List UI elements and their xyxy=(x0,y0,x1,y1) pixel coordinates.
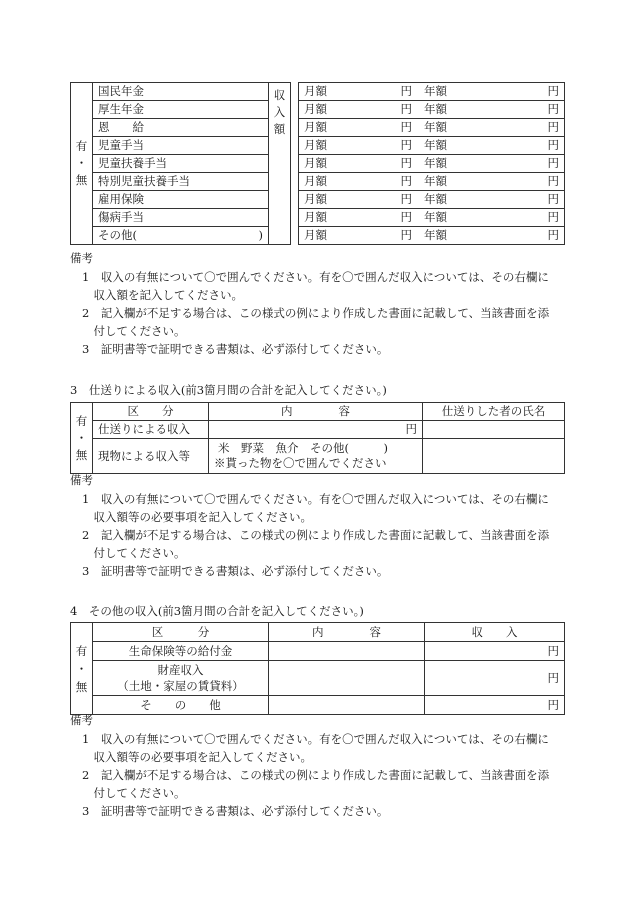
income-type-label: 恩 給 xyxy=(93,119,269,137)
amount-field[interactable]: 月額 円 年額 円 xyxy=(299,227,565,245)
amount-field[interactable]: 月額 円 年額 円 xyxy=(299,155,565,173)
amount-field[interactable]: 月額 円 年額 円 xyxy=(299,83,565,101)
life-insurance-content-field[interactable] xyxy=(269,642,425,661)
remark-line: 1 収入の有無について〇で囲んでください。有を〇で囲んだ収入については、その右欄に xyxy=(82,492,549,506)
income-type-label: 厚生年金 xyxy=(93,101,269,119)
remark-line: 収入額を記入してください。 xyxy=(82,288,243,302)
table-row xyxy=(71,101,565,119)
amount-field[interactable]: 月額 円 年額 円 xyxy=(299,119,565,137)
presence-indicator[interactable]: 有 ・ 無 xyxy=(71,403,93,474)
presence-indicator[interactable]: 有 ・ 無 xyxy=(71,623,93,715)
remark-line: 付してください。 xyxy=(82,786,186,800)
section-4-title: 4 その他の収入(前3箇月間の合計を記入してください。) xyxy=(70,604,364,618)
amount-field[interactable]: 月額 円 年額 円 xyxy=(299,137,565,155)
remarks-title-3: 備考 xyxy=(70,713,93,727)
other-amount-field[interactable]: 円 xyxy=(425,696,565,715)
table-row xyxy=(71,83,565,101)
other-income-table xyxy=(70,622,565,715)
remarks-list-1 xyxy=(82,268,567,358)
header-sender-name: 仕送りした者の氏名 xyxy=(423,403,565,421)
row-property-income-label: 財産収入 （土地・家屋の賃貸料） xyxy=(93,661,269,696)
table-row xyxy=(71,191,565,209)
remarks-title-1: 備考 xyxy=(70,251,93,265)
section-3-title: 3 仕送りによる収入(前3箇月間の合計を記入してください。) xyxy=(70,383,387,397)
income-type-label: 児童扶養手当 xyxy=(93,155,269,173)
income-type-label: 特別児童扶養手当 xyxy=(93,173,269,191)
life-insurance-amount-field[interactable]: 円 xyxy=(425,642,565,661)
presence-indicator[interactable]: 有 ・ 無 xyxy=(71,83,93,245)
remarks-title-2: 備考 xyxy=(70,473,93,487)
row-other-label: そ の 他 xyxy=(93,696,269,715)
in-kind-options[interactable]: 米 野菜 魚介 その他( ) xyxy=(218,441,388,455)
remarks-list-2 xyxy=(82,490,567,580)
remittance-income-table xyxy=(70,402,565,474)
amount-field[interactable]: 月額 円 年額 円 xyxy=(299,191,565,209)
in-kind-content-field[interactable] xyxy=(209,439,423,474)
in-kind-sender-field[interactable] xyxy=(423,439,565,474)
remark-line: 収入額等の必要事項を記入してください。 xyxy=(82,750,312,764)
remarks-list-3 xyxy=(82,730,567,820)
other-content-field[interactable] xyxy=(269,696,425,715)
table-row xyxy=(71,137,565,155)
table-row xyxy=(71,227,565,245)
income-type-label: その他( ) xyxy=(93,227,269,245)
remark-line: 1 収入の有無について〇で囲んでください。有を〇で囲んだ収入については、その右欄に xyxy=(82,732,549,746)
remark-line: 付してください。 xyxy=(82,546,186,560)
row-in-kind-label: 現物による収入等 xyxy=(93,439,209,474)
remittance-sender-field[interactable] xyxy=(423,421,565,439)
table-row xyxy=(71,209,565,227)
table-row xyxy=(71,173,565,191)
income-type-label: 児童手当 xyxy=(93,137,269,155)
header-content: 内 容 xyxy=(269,623,425,642)
table-row xyxy=(71,155,565,173)
remittance-amount-field[interactable]: 円 xyxy=(209,421,423,439)
income-type-label: 雇用保険 xyxy=(93,191,269,209)
in-kind-instruction: ※貰った物を〇で囲んでください xyxy=(214,456,387,470)
header-income: 収 入 xyxy=(425,623,565,642)
pension-income-table xyxy=(70,82,565,245)
header-category: 区 分 xyxy=(93,403,209,421)
property-income-content-field[interactable] xyxy=(269,661,425,696)
row-remittance-label: 仕送りによる収入 xyxy=(93,421,209,439)
header-category: 区 分 xyxy=(93,623,269,642)
remark-line: 3 証明書等で証明できる書類は、必ず添付してください。 xyxy=(82,564,389,578)
remark-line: 付してください。 xyxy=(82,324,186,338)
header-content: 内 容 xyxy=(209,403,423,421)
income-amount-label: 収 入 額 xyxy=(269,83,291,245)
amount-field[interactable]: 月額 円 年額 円 xyxy=(299,101,565,119)
amount-field[interactable]: 月額 円 年額 円 xyxy=(299,209,565,227)
table-row xyxy=(71,119,565,137)
remark-line: 1 収入の有無について〇で囲んでください。有を〇で囲んだ収入については、その右欄に xyxy=(82,270,549,284)
property-income-amount-field[interactable]: 円 xyxy=(425,661,565,696)
remark-line: 3 証明書等で証明できる書類は、必ず添付してください。 xyxy=(82,804,389,818)
row-life-insurance-label: 生命保険等の給付金 xyxy=(93,642,269,661)
remark-line: 2 記入欄が不足する場合は、この様式の例により作成した書面に記載して、当該書面を添 xyxy=(82,528,550,542)
remark-line: 2 記入欄が不足する場合は、この様式の例により作成した書面に記載して、当該書面を添 xyxy=(82,306,550,320)
remark-line: 3 証明書等で証明できる書類は、必ず添付してください。 xyxy=(82,342,389,356)
remark-line: 収入額等の必要事項を記入してください。 xyxy=(82,510,312,524)
remark-line: 2 記入欄が不足する場合は、この様式の例により作成した書面に記載して、当該書面を添 xyxy=(82,768,550,782)
other-type-input[interactable] xyxy=(137,227,259,244)
income-type-label: 傷病手当 xyxy=(93,209,269,227)
amount-field[interactable]: 月額 円 年額 円 xyxy=(299,173,565,191)
income-type-label: 国民年金 xyxy=(93,83,269,101)
